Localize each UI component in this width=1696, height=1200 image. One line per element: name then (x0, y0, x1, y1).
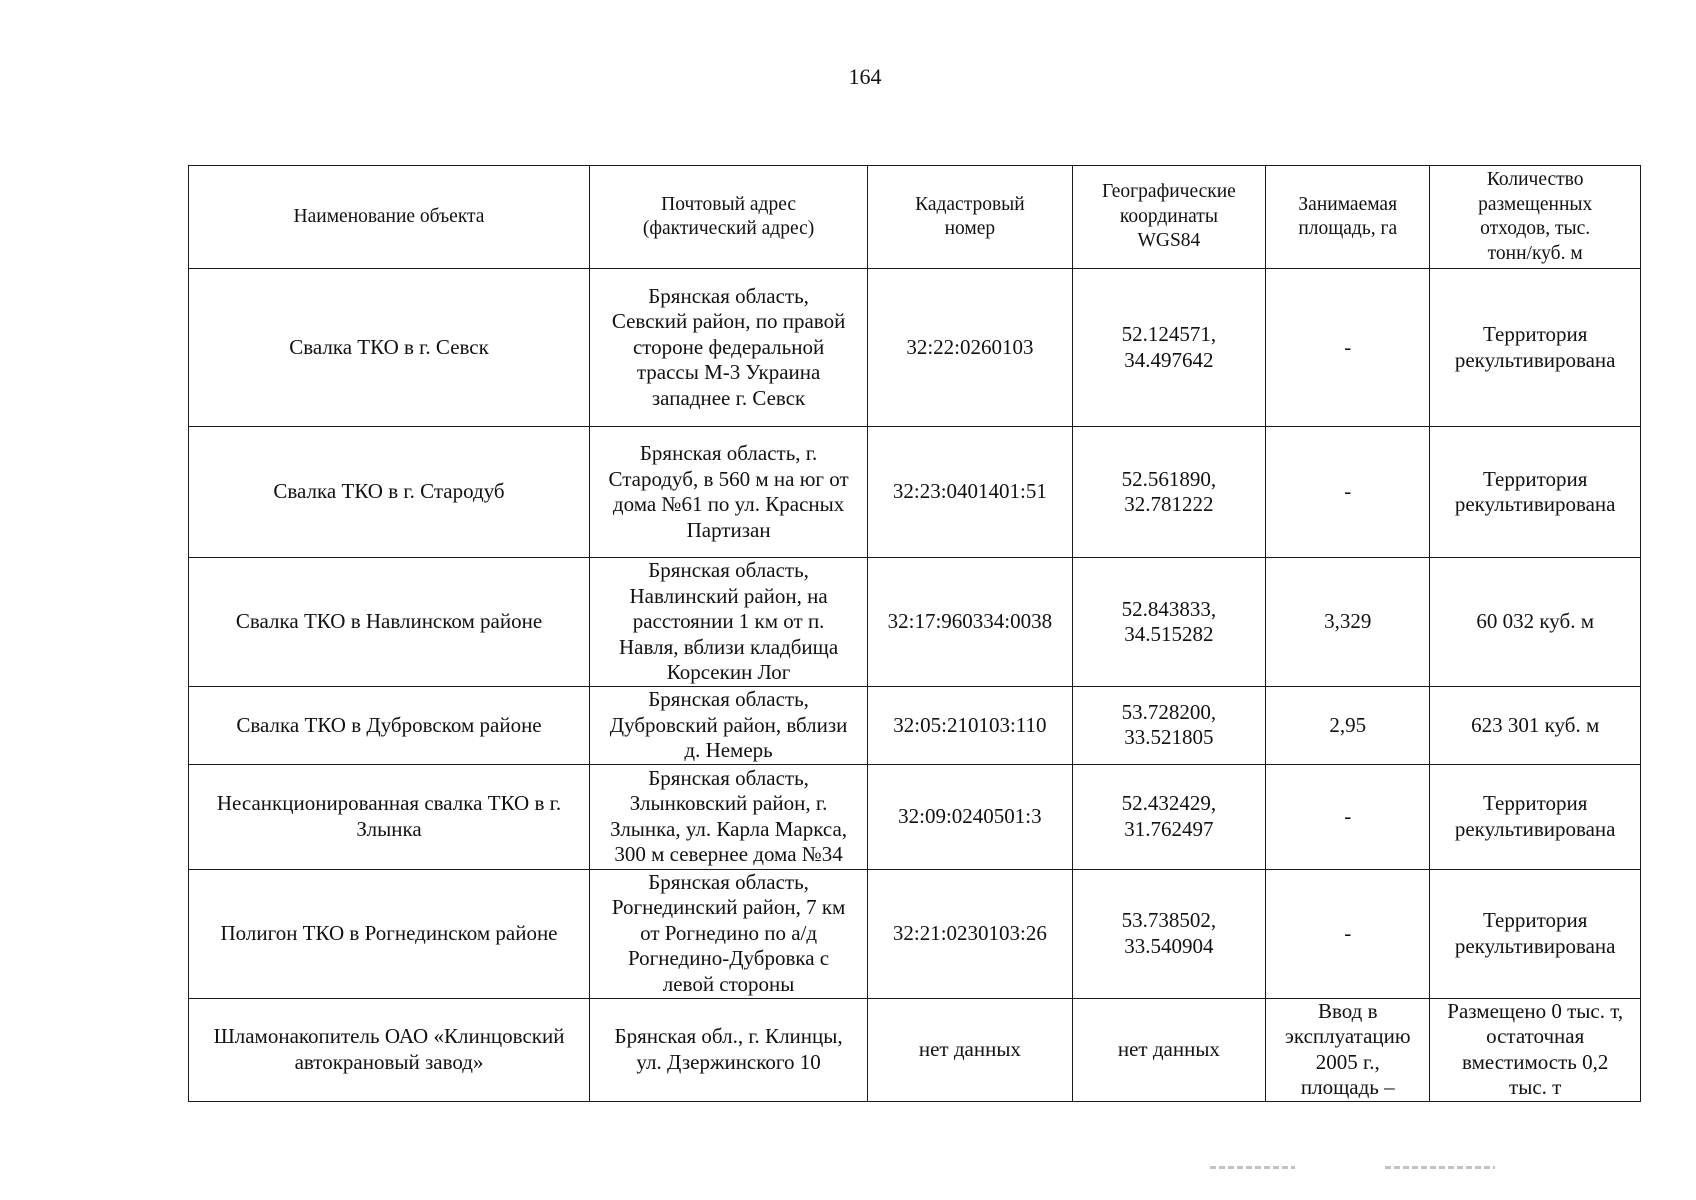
cell-area: - (1266, 764, 1430, 869)
cell-cadastral: 32:17:960334:0038 (868, 558, 1073, 687)
cell-waste: Территория рекультивирована (1430, 269, 1641, 427)
table-header-row (189, 166, 1641, 269)
cell-coords: 53.738502, 33.540904 (1072, 869, 1265, 998)
scan-artifact (1385, 1166, 1495, 1169)
cell-coords: 52.843833, 34.515282 (1072, 558, 1265, 687)
cell-address: Брянская область, Навлинский район, на расстоянии 1 км от п. Навля, вблизи кладбища Корсекин Лог (590, 558, 868, 687)
cell-address: Брянская обл., г. Клинцы, ул. Дзержинского 10 (590, 998, 868, 1101)
cell-area: Ввод в эксплуатацию 2005 г., площадь – (1266, 998, 1430, 1101)
cell-waste: Размещено 0 тыс. т, остаточная вместимость 0,2 тыс. т (1430, 998, 1641, 1101)
table-row (189, 269, 1641, 427)
cell-cadastral: нет данных (868, 998, 1073, 1101)
cell-object-name: Свалка ТКО в г. Стародуб (189, 427, 590, 558)
cell-coords: 53.728200, 33.521805 (1072, 687, 1265, 765)
cell-area: 3,329 (1266, 558, 1430, 687)
header-geo-coordinates: Географические координаты WGS84 (1072, 166, 1265, 269)
table-row (189, 687, 1641, 765)
cell-coords: 52.561890, 32.781222 (1072, 427, 1265, 558)
cell-area: - (1266, 269, 1430, 427)
cell-address: Брянская область, Злынковский район, г. Злынка, ул. Карла Маркса, 300 м севернее дома №34 (590, 764, 868, 869)
table-row (189, 998, 1641, 1101)
cell-area: - (1266, 869, 1430, 998)
cell-object-name: Шламонакопитель ОАО «Клинцовский автокрановый завод» (189, 998, 590, 1101)
cell-coords: 52.124571, 34.497642 (1072, 269, 1265, 427)
cell-cadastral: 32:09:0240501:3 (868, 764, 1073, 869)
cell-cadastral: 32:05:210103:110 (868, 687, 1073, 765)
cell-address: Брянская область, Севский район, по правой стороне федеральной трассы М-3 Украина западнее г. Севск (590, 269, 868, 427)
cell-waste: Территория рекультивирована (1430, 764, 1641, 869)
cell-cadastral: 32:22:0260103 (868, 269, 1073, 427)
header-cadastral-number: Кадастровый номер (868, 166, 1073, 269)
cell-address: Брянская область, г. Стародуб, в 560 м на юг от дома №61 по ул. Красных Партизан (590, 427, 868, 558)
header-object-name: Наименование объекта (189, 166, 590, 269)
cell-address: Брянская область, Дубровский район, вблизи д. Немерь (590, 687, 868, 765)
cell-cadastral: 32:21:0230103:26 (868, 869, 1073, 998)
cell-coords: нет данных (1072, 998, 1265, 1101)
cell-object-name: Свалка ТКО в г. Севск (189, 269, 590, 427)
cell-waste: 623 301 куб. м (1430, 687, 1641, 765)
page-number: 164 (848, 64, 882, 89)
cell-address: Брянская область, Рогнединский район, 7 км от Рогнедино по а/д Рогнедино-Дубровка с левой стороны (590, 869, 868, 998)
header-waste-amount: Количество размещенных отходов, тыс. тонн/куб. м (1430, 166, 1641, 269)
table-row (189, 427, 1641, 558)
header-occupied-area: Занимаемая площадь, га (1266, 166, 1430, 269)
cell-object-name: Полигон ТКО в Рогнединском районе (189, 869, 590, 998)
cell-object-name: Свалка ТКО в Дубровском районе (189, 687, 590, 765)
cell-area: 2,95 (1266, 687, 1430, 765)
table-row (189, 764, 1641, 869)
cell-waste: 60 032 куб. м (1430, 558, 1641, 687)
cell-waste: Территория рекультивирована (1430, 427, 1641, 558)
waste-sites-table (188, 165, 1641, 1102)
header-postal-address: Почтовый адрес (фактический адрес) (590, 166, 868, 269)
cell-waste: Территория рекультивирована (1430, 869, 1641, 998)
cell-object-name: Несанкционированная свалка ТКО в г. Злынка (189, 764, 590, 869)
cell-object-name: Свалка ТКО в Навлинском районе (189, 558, 590, 687)
table-row (189, 558, 1641, 687)
cell-cadastral: 32:23:0401401:51 (868, 427, 1073, 558)
cell-coords: 52.432429, 31.762497 (1072, 764, 1265, 869)
table-row (189, 869, 1641, 998)
cell-area: - (1266, 427, 1430, 558)
scan-artifact (1210, 1166, 1295, 1169)
